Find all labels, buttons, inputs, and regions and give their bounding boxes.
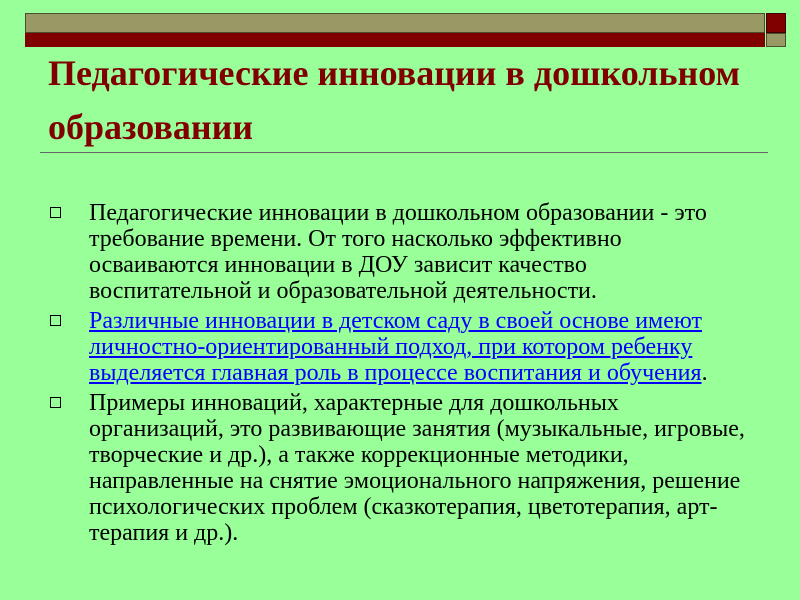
bullet-item-3 xyxy=(48,390,753,546)
bullet-list xyxy=(48,200,753,550)
bullet-text-suffix: . xyxy=(701,360,708,386)
title-divider xyxy=(40,152,768,153)
bullet-item-2 xyxy=(48,308,753,386)
bullet-text: Примеры инноваций, характерные для дошкольных организаций, это развивающие занятия (музыкальные, игровые, творческие и др.), а также коррекционные методики, направленные на снятие эмоционального напряжения, решение психологических проблем (сказкотерапия, цветотерапия, арт-терапия и др.). xyxy=(89,390,745,546)
corner-square-olive xyxy=(766,33,786,47)
hollow-square-bullet-icon xyxy=(50,397,61,408)
corner-square-maroon xyxy=(766,13,786,33)
header-bar-olive xyxy=(25,13,765,33)
hollow-square-bullet-icon xyxy=(50,207,61,218)
hollow-square-bullet-icon xyxy=(50,315,61,326)
header-bar-maroon xyxy=(25,33,765,47)
innovations-link[interactable]: Различные инновации в детском саду в своей основе имеют личностно-ориентированный подход, при котором ребенку выделяется главная роль в процессе воспитания и обучения xyxy=(89,308,702,386)
bullet-text: Педагогические инновации в дошкольном образовании - это требование времени. От того насколько эффективно осваиваются инновации в ДОУ зависит качество воспитательной и образовательной деятельности. xyxy=(89,200,707,304)
slide-title: Педагогические инновации в дошкольном образовании xyxy=(48,53,741,147)
bullet-item-1 xyxy=(48,200,753,304)
